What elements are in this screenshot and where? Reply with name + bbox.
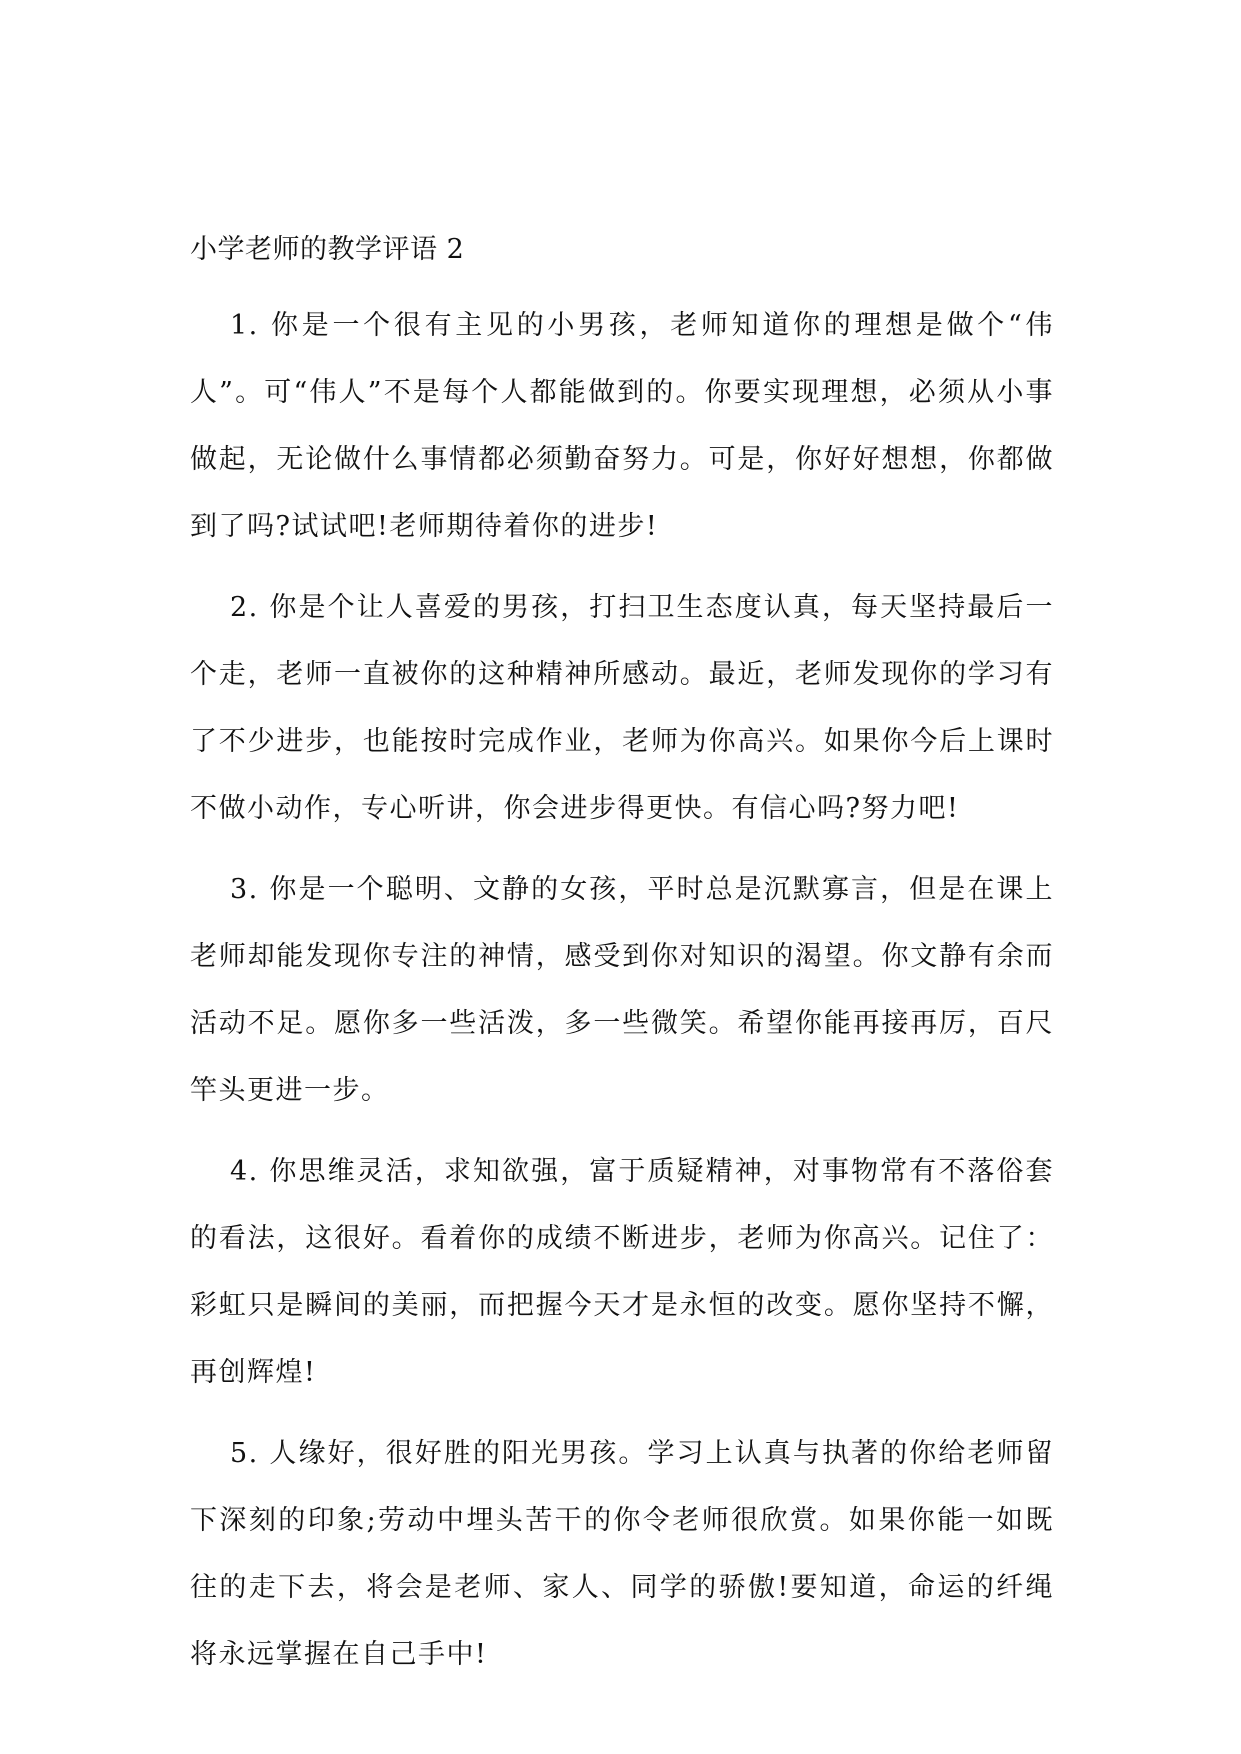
comment-paragraph-1: 1. 你是一个很有主见的小男孩，老师知道你的理想是做个“伟人”。可“伟人”不是每个人都能做到的。你要实现理想，必须从小事做起，无论做什么事情都必须勤奋努力。可是，你好好想想，你都做到了吗?试试吧!老师期待着你的进步! [190, 310, 1054, 542]
comment-paragraph-5: 5. 人缘好，很好胜的阳光男孩。学习上认真与执著的你给老师留下深刻的印象;劳动中埋头苦干的你令老师很欣赏。如果你能一如既往的走下去，将会是老师、家人、同学的骄傲!要知道，命运的纤绳将永远掌握在自己手中! [190, 1438, 1054, 1670]
comment-paragraph-2: 2. 你是个让人喜爱的男孩，打扫卫生态度认真，每天坚持最后一个走，老师一直被你的这种精神所感动。最近，老师发现你的学习有了不少进步，也能按时完成作业，老师为你高兴。如果你今后上课时不做小动作，专心听讲，你会进步得更快。有信心吗?努力吧! [190, 592, 1054, 824]
comment-paragraph-3: 3. 你是一个聪明、文静的女孩，平时总是沉默寡言，但是在课上老师却能发现你专注的神情，感受到你对知识的渴望。你文静有余而活动不足。愿你多一些活泼，多一些微笑。希望你能再接再厉，百尺竿头更进一步。 [190, 874, 1054, 1106]
document-title: 小学老师的教学评语 2 [190, 234, 465, 265]
comment-paragraph-4: 4. 你思维灵活，求知欲强，富于质疑精神，对事物常有不落俗套的看法，这很好。看着你的成绩不断进步，老师为你高兴。记住了：彩虹只是瞬间的美丽，而把握今天才是永恒的改变。愿你坚持不懈，再创辉煌! [190, 1156, 1054, 1388]
document-body [190, 292, 1054, 1702]
